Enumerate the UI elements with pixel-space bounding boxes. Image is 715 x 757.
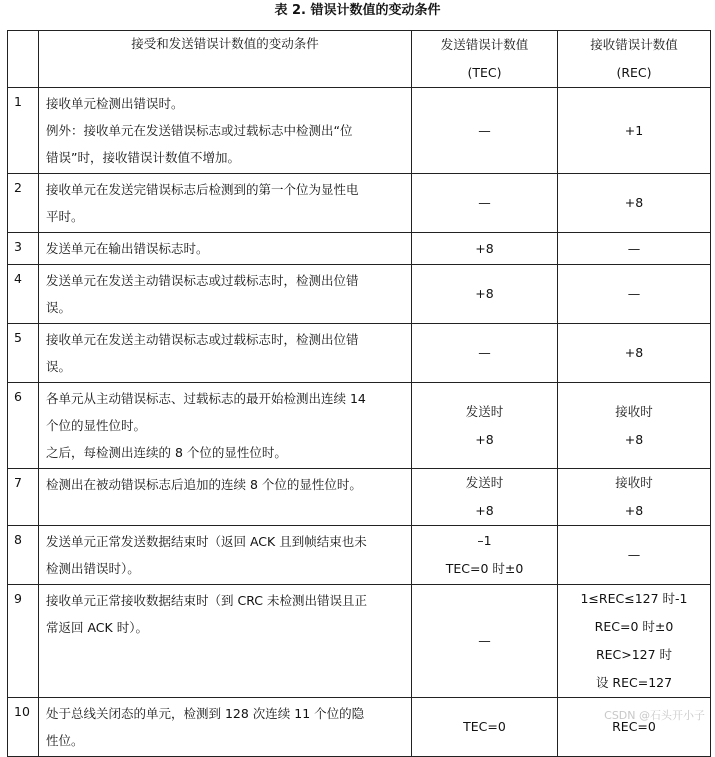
condition-line: 例外：接收单元在发送错误标志或过载标志中检测出“位 (46, 123, 353, 138)
condition-line: 平时。 (46, 209, 84, 224)
row-condition (39, 265, 412, 324)
row-condition (39, 88, 412, 174)
row-condition (39, 469, 412, 526)
row-tec-value (412, 469, 558, 526)
tec-value-line: — (478, 633, 491, 648)
header-rec (558, 31, 711, 88)
table-header-row (8, 31, 711, 88)
condition-line: 接收单元正常接收数据结束时（到 CRC 未检测出错误且正 (46, 593, 367, 608)
condition-line: 接收单元在发送主动错误标志或过载标志时，检测出位错 (46, 332, 359, 347)
row-number: 2 (8, 174, 39, 233)
rec-value-line: +1 (624, 122, 644, 138)
condition-line: 个位的显性位时。 (46, 418, 147, 433)
row-tec-value (412, 88, 558, 174)
table-row (8, 469, 711, 526)
condition-line: 性位。 (46, 733, 84, 748)
row-number: 9 (8, 585, 39, 698)
tec-value-line: +8 (475, 286, 494, 301)
rec-value-line: — (627, 286, 641, 301)
rec-value-line: REC=0 (612, 719, 656, 734)
row-rec-value (558, 469, 711, 526)
row-condition (39, 174, 412, 233)
header-rec-line2: (REC) (616, 65, 652, 80)
row-condition (39, 324, 412, 383)
row-number: 8 (8, 526, 39, 585)
row-tec-value (412, 526, 558, 585)
header-tec-line2: (TEC) (467, 65, 502, 80)
rec-value-line: +8 (624, 195, 644, 210)
tec-value-line: — (478, 195, 491, 210)
row-number: 10 (8, 698, 39, 757)
condition-line: 误。 (46, 300, 72, 315)
row-number: 1 (8, 88, 39, 174)
tec-value-line: TEC=0 (463, 719, 506, 734)
row-rec-value (558, 233, 711, 265)
condition-line: 接收单元在发送完错误标志后检测到的第一个位为显性电 (46, 182, 359, 197)
header-rec-line1: 接收错误计数值 (590, 37, 678, 52)
header-condition (39, 31, 412, 88)
table-row (8, 174, 711, 233)
row-condition (39, 585, 412, 698)
row-tec-value (412, 324, 558, 383)
condition-line: 发送单元在输出错误标志时。 (46, 241, 209, 256)
row-tec-value (412, 383, 558, 469)
row-number: 5 (8, 324, 39, 383)
rec-value-line: 设 REC=127 (595, 675, 673, 690)
row-rec-value (558, 88, 711, 174)
rec-value-line: — (627, 240, 641, 256)
table-row (8, 88, 711, 174)
condition-line: 发送单元在发送主动错误标志或过载标志时，检测出位错 (46, 273, 359, 288)
tec-value-line: — (478, 345, 491, 360)
condition-line: 接收单元检测出错误时。 (46, 96, 184, 111)
rec-value-line: +8 (624, 503, 644, 518)
condition-line: 之后，每检测出连续的 8 个位的显性位时。 (46, 445, 287, 460)
table-body (8, 88, 711, 757)
error-counter-table (7, 30, 711, 757)
condition-line: 发送单元正常发送数据结束时（返回 ACK 且到帧结束也未 (46, 534, 367, 549)
row-condition (39, 233, 412, 265)
tec-value-line: — (478, 122, 491, 138)
header-tec-line1: 发送错误计数值 (440, 37, 529, 52)
row-rec-value (558, 526, 711, 585)
tec-value-line: 发送时 (465, 403, 504, 419)
row-tec-value (412, 233, 558, 265)
tec-value-line: +8 (475, 503, 494, 518)
row-number: 6 (8, 383, 39, 469)
row-rec-value (558, 324, 711, 383)
header-tec (412, 31, 558, 88)
row-number: 4 (8, 265, 39, 324)
condition-line: 检测出在被动错误标志后追加的连续 8 个位的显性位时。 (46, 477, 362, 492)
tec-value-line: –1 (477, 533, 492, 548)
row-rec-value (558, 174, 711, 233)
watermark: CSDN @石头开小子 (604, 709, 705, 722)
rec-value-line: REC>127 时 (595, 647, 673, 662)
rec-value-line: 1≤REC≤127 时-1 (580, 591, 688, 606)
row-rec-value (558, 383, 711, 469)
tec-value-line: +8 (475, 240, 494, 256)
tec-value-line: +8 (475, 431, 494, 447)
condition-line: 误。 (46, 359, 72, 374)
table-row (8, 526, 711, 585)
table-row (8, 265, 711, 324)
table-row (8, 324, 711, 383)
row-tec-value (412, 174, 558, 233)
row-condition (39, 698, 412, 757)
row-tec-value (412, 698, 558, 757)
row-tec-value (412, 265, 558, 324)
rec-value-line: +8 (624, 345, 644, 360)
rec-value-line: 接收时 (615, 403, 653, 419)
table-row (8, 383, 711, 469)
table-row (8, 233, 711, 265)
row-number: 3 (8, 233, 39, 265)
row-rec-value (558, 585, 711, 698)
row-number: 7 (8, 469, 39, 526)
condition-line: 处于总线关闭态的单元，检测到 128 次连续 11 个位的隐 (46, 706, 365, 721)
condition-line: 检测出错误时）。 (46, 561, 140, 576)
table-row (8, 585, 711, 698)
rec-value-line: +8 (624, 431, 644, 447)
row-condition (39, 526, 412, 585)
row-rec-value (558, 265, 711, 324)
table-caption: 表 2. 错误计数值的变动条件 (274, 3, 441, 18)
row-tec-value (412, 585, 558, 698)
condition-line: 各单元从主动错误标志、过载标志的最开始检测出连续 14 (46, 391, 366, 406)
header-num (8, 31, 39, 88)
tec-value-line: TEC=0 时±0 (445, 561, 524, 576)
header-condition-label: 接受和发送错误计数值的变动条件 (131, 36, 319, 51)
rec-value-line: — (627, 547, 641, 562)
tec-value-line: 发送时 (465, 475, 504, 490)
rec-value-line: REC=0 时±0 (594, 619, 674, 634)
condition-line: 错误”时，接收错误计数值不增加。 (46, 150, 240, 165)
condition-line: 常返回 ACK 时）。 (46, 620, 148, 635)
rec-value-line: 接收时 (615, 475, 653, 490)
row-condition (39, 383, 412, 469)
